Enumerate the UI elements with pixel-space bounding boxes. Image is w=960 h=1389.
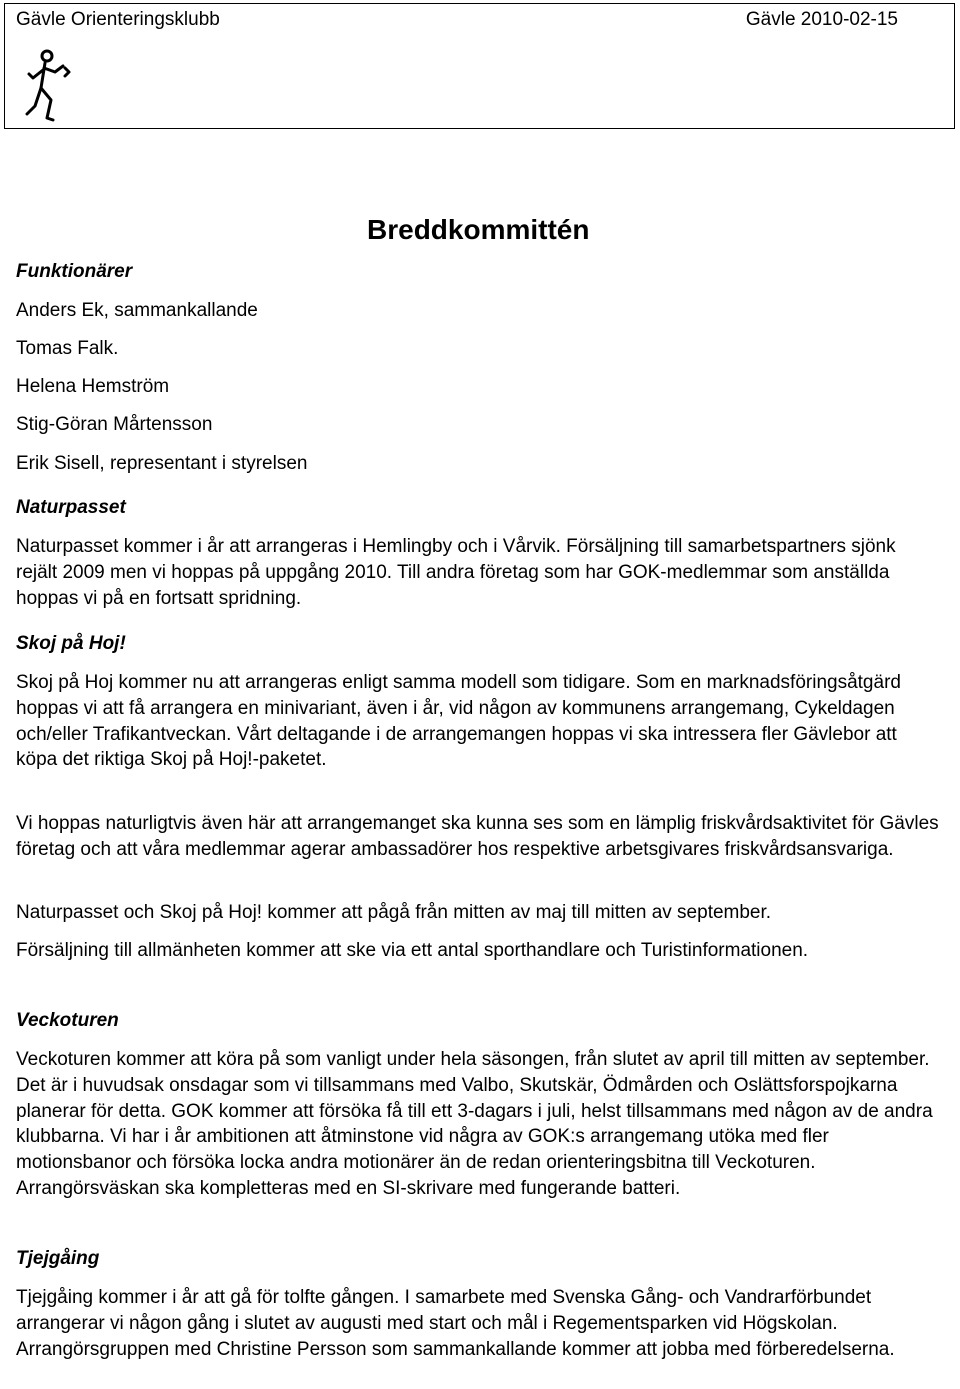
heading-naturpasset: Naturpasset (16, 497, 126, 518)
paragraph: Skoj på Hoj kommer nu att arrangeras enligt samma modell som tidigare. Som en marknadsföringsåtgärd hoppas vi att få arrangera en minivariant, även i år, vid någon av kommunens arrangemang, Cykeldagen och/eller Trafikantveckan. Vårt deltagande i de arrangemangen hoppas vi ska intressera fler Gävlebor att köpa det riktiga Skoj på Hoj!-paketet. (16, 672, 901, 771)
heading-tjejgaing: Tjejgåing (16, 1248, 100, 1269)
member-line: Tomas Falk. (16, 338, 119, 359)
paragraph: Tjejgåing kommer i år att gå för tolfte gången. I samarbete med Svenska Gång- och Vandrarförbundet arrangerar vi någon gång i slutet av augusti med start och mål i Regementsparken vid Högskolan. Arrangörsgruppen med Christine Persson som sammankallande kommer att jobba med förberedelserna. (16, 1287, 895, 1360)
paragraph: Försäljning till allmänheten kommer att ske via ett antal sporthandlare och Turistinformationen. (16, 940, 809, 961)
heading-skoj-pa-hoj: Skoj på Hoj! (16, 633, 126, 654)
letterhead (4, 3, 955, 129)
paragraph: Veckoturen kommer att köra på som vanligt under hela säsongen, från slutet av april till mitten av september. Det är i huvudsak onsdagar som vi tillsammans med Valbo, Skutskär, Ödmården och Oslättsforspojkarna planerar för detta. GOK kommer att försöka få till ett 3-dagars i juli, helst tillsammans med någon av de andra klubbarna. Vi har i år ambitionen att åtminstone vid några av GOK:s arrangemang utöka med fler motionsbanor och försöka locka andra motionärer än de redan orienteringsbitna till Veckoturen. Arrangörsväskan ska kompletteras med en SI-skrivare med fungerande batteri. (16, 1049, 933, 1199)
runner-icon (25, 48, 75, 128)
page-title: Breddkommittén (367, 214, 590, 245)
paragraph: Naturpasset och Skoj på Hoj! kommer att pågå från mitten av maj till mitten av september. (16, 902, 772, 923)
heading-veckoturen: Veckoturen (16, 1010, 119, 1031)
member-line: Stig-Göran Mårtensson (16, 414, 213, 435)
member-line: Erik Sisell, representant i styrelsen (16, 453, 308, 474)
letter-date: Gävle 2010-02-15 (745, 9, 898, 30)
member-line: Anders Ek, sammankallande (16, 300, 258, 321)
club-name: Gävle Orienteringsklubb (16, 9, 220, 30)
heading-funktionarer: Funktionärer (16, 261, 133, 282)
paragraph: Naturpasset kommer i år att arrangeras i Hemlingby och i Vårvik. Försäljning till samarbetspartners sjönk rejält 2009 men vi hoppas på uppgång 2010. Till andra företag som har GOK-medlemmar som anställda hoppas vi på en fortsatt spridning. (16, 536, 896, 609)
paragraph: Vi hoppas naturligtvis även här att arrangemanget ska kunna ses som en lämplig friskvårdsaktivitet för Gävles företag och att våra medlemmar agerar ambassadörer hos respektive arbetsgivares friskvårdsansvariga. (16, 813, 939, 860)
member-line: Helena Hemström (16, 376, 170, 397)
